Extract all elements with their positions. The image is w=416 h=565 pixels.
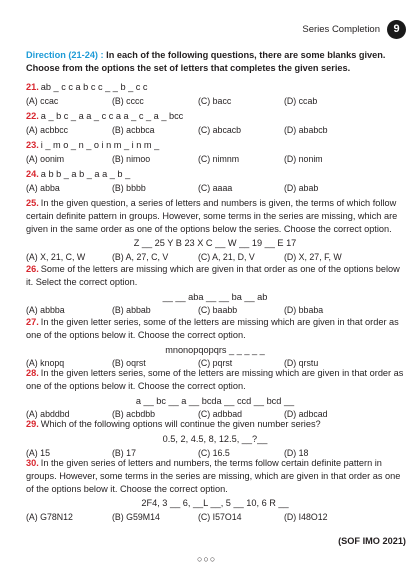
option-b: (B) acbdbb — [112, 409, 156, 420]
question-series: __ __ aba __ __ ba __ ab — [162, 291, 268, 302]
page-number-badge: 9 — [387, 20, 406, 39]
option-a: (A) abbba — [26, 305, 65, 316]
question-text: In the given series of letters and numbers, the terms follow certain definite pattern in groups. However, some terms in the series are missing, which are given in that order as one of the options below it. Choose the correct option. — [26, 458, 401, 494]
option-d: (D) abab — [284, 182, 319, 193]
question-text: ab _ c c a b c c _ _ b _ c c — [40, 82, 148, 92]
question-28 — [26, 367, 404, 421]
direction-label: Direction (21-24) : — [26, 50, 104, 60]
option-b: (B) acbbca — [112, 124, 155, 135]
option-c: (C) A, 21, D, V — [198, 252, 255, 263]
question-22 — [26, 110, 404, 137]
option-c: (C) adbbad — [198, 409, 243, 420]
question-29 — [26, 418, 404, 459]
source-citation: (SOF IMO 2021) — [338, 536, 406, 546]
option-c: (C) baabb — [198, 305, 238, 316]
question-21 — [26, 81, 404, 108]
option-a: (A) G78N12 — [26, 512, 73, 523]
option-d: (D) adbcad — [284, 409, 328, 420]
direction-body: In each of the following questions, there are some blanks given. Choose from the options the set of letters that completes the given series. — [26, 50, 386, 73]
question-23 — [26, 139, 404, 166]
question-number: 30. — [26, 458, 39, 468]
option-d: (D) nonim — [284, 153, 323, 164]
question-series: mnonopqopqrs _ _ _ _ _ — [165, 344, 265, 355]
option-d: (D) ccab — [284, 95, 318, 106]
option-a: (A) X, 21, C, W — [26, 252, 86, 263]
question-30 — [26, 457, 404, 524]
question-number: 26. — [26, 264, 39, 274]
running-header: Series Completion — [302, 24, 380, 35]
question-27 — [26, 316, 404, 370]
option-d: (D) 18 — [284, 447, 309, 458]
question-series: 2F4, 3 __ 6, __L __, 5 __ 10, 6 R __ — [141, 498, 289, 509]
option-a: (A) abddbd — [26, 409, 70, 420]
option-c: (C) I57O14 — [198, 512, 242, 523]
question-26 — [26, 263, 404, 317]
question-number: 28. — [26, 368, 39, 378]
question-number: 27. — [26, 317, 39, 327]
option-c: (C) aaaa — [198, 182, 233, 193]
option-c: (C) nimnm — [198, 153, 240, 164]
option-b: (B) nimoo — [112, 153, 151, 164]
question-number: 23. — [26, 140, 39, 150]
question-text: a b b _ a b _ a a _ b _ — [40, 169, 131, 179]
question-text: Some of the letters are missing which are given in that order as one of the options below it. Select the correct option. — [26, 264, 400, 287]
footer-ornament: ○○○ — [197, 554, 217, 564]
option-b: (B) abbab — [112, 305, 151, 316]
option-c: (C) bacc — [198, 95, 232, 106]
option-c: (C) abcacb — [198, 124, 242, 135]
option-b: (B) oqrst — [112, 358, 146, 369]
option-a: (A) ccac — [26, 95, 59, 106]
question-text: In the given letter series, some of the letters are missing which are given in that order as one of the options below it. Choose the correct option. — [26, 317, 399, 340]
question-number: 21. — [26, 82, 39, 92]
question-text: In the given question, a series of letters and numbers is given, the terms of which follow certain definite pattern in groups. However, some terms in the series are missing, which are given in the same order as one of the options below the series. Choose the correct option. — [26, 198, 398, 234]
question-number: 24. — [26, 169, 39, 179]
question-24 — [26, 168, 404, 195]
option-b: (B) G59M14 — [112, 512, 160, 523]
option-b: (B) A, 27, C, V — [112, 252, 169, 263]
option-d: (D) X, 27, F, W — [284, 252, 342, 263]
question-series: a __ bc __ a __ bcda __ ccd __ bcd __ — [135, 395, 295, 406]
option-d: (D) bbaba — [284, 305, 324, 316]
option-a: (A) oonim — [26, 153, 65, 164]
question-25 — [26, 197, 404, 264]
option-b: (B) 17 — [112, 447, 136, 458]
question-series: 0.5, 2, 4.5, 8, 12.5, __?__ — [162, 433, 268, 444]
question-series: Z __ 25 Y B 23 X C __ W __ 19 __ E 17 — [133, 238, 297, 249]
option-a: (A) 15 — [26, 447, 50, 458]
question-number: 29. — [26, 419, 39, 429]
option-d: (D) qrstu — [284, 358, 319, 369]
question-text: a _ b c _ a a _ c c a a _ c _ a _ bcc — [40, 111, 184, 121]
option-d: (D) I48O12 — [284, 512, 328, 523]
option-b: (B) bbbb — [112, 182, 146, 193]
option-c: (C) 16.5 — [198, 447, 230, 458]
option-a: (A) abba — [26, 182, 60, 193]
option-a: (A) acbbcc — [26, 124, 69, 135]
option-b: (B) cccc — [112, 95, 144, 106]
question-number: 25. — [26, 198, 39, 208]
question-number: 22. — [26, 111, 39, 121]
direction-text — [26, 49, 402, 75]
question-text: i _ m o _ n _ o i n m _ i n m _ — [40, 140, 160, 150]
option-c: (C) pqrst — [198, 358, 233, 369]
question-text: In the given letters series, some of the letters are missing which are given in that order as one of the options below it. Choose the correct option. — [26, 368, 404, 391]
option-d: (D) ababcb — [284, 124, 328, 135]
option-a: (A) knopq — [26, 358, 65, 369]
question-text: Which of the following options will continue the given number series? — [40, 419, 321, 429]
